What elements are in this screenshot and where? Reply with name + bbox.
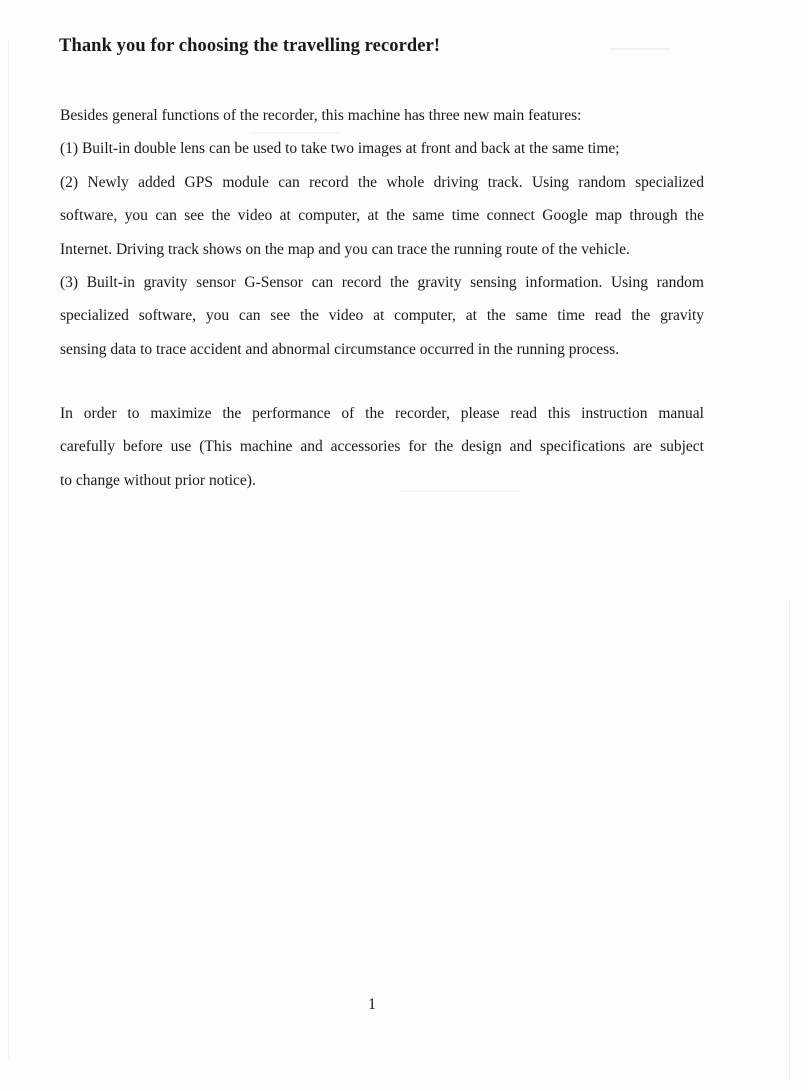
feature-3-line-3: sensing data to trace accident and abnormal circumstance occurred in the running process.: [60, 340, 620, 358]
instructions-paragraph: [60, 397, 704, 497]
instructions-line-3: to change without prior notice).: [60, 471, 256, 489]
scan-edge-right: [789, 600, 790, 1080]
instructions-line-1: In order to maximize the performance of the recorder, please read this instruction manual: [60, 405, 704, 422]
feature-2-line-1: (2) Newly added GPS module can record the whole driving track. Using random specialized: [60, 173, 704, 191]
intro-paragraph: Besides general functions of the recorder, this machine has three new main features:: [60, 107, 582, 124]
feature-2-line-2: software, you can see the video at computer, at the same time connect Google map through the: [60, 207, 704, 225]
page-number: 1: [368, 996, 376, 1013]
feature-1-line-1: (1) Built-in double lens can be used to take two images at front and back at the same time;: [60, 140, 620, 158]
scan-bleed-mark: [610, 48, 670, 50]
feature-3-line-2: specialized software, you can see the video at computer, at the same time read the gravity: [60, 307, 704, 325]
page-title: Thank you for choosing the travelling recorder!: [59, 36, 441, 56]
feature-2-line-3: Internet. Driving track shows on the map and you can trace the running route of the vehicle.: [60, 240, 630, 258]
instructions-line-2: carefully before use (This machine and accessories for the design and specifications are subject: [60, 438, 704, 456]
feature-3-line-1: (3) Built-in gravity sensor G-Sensor can record the gravity sensing information. Using random: [60, 274, 704, 292]
scan-edge-left: [8, 40, 9, 1060]
features-section: [60, 99, 704, 366]
